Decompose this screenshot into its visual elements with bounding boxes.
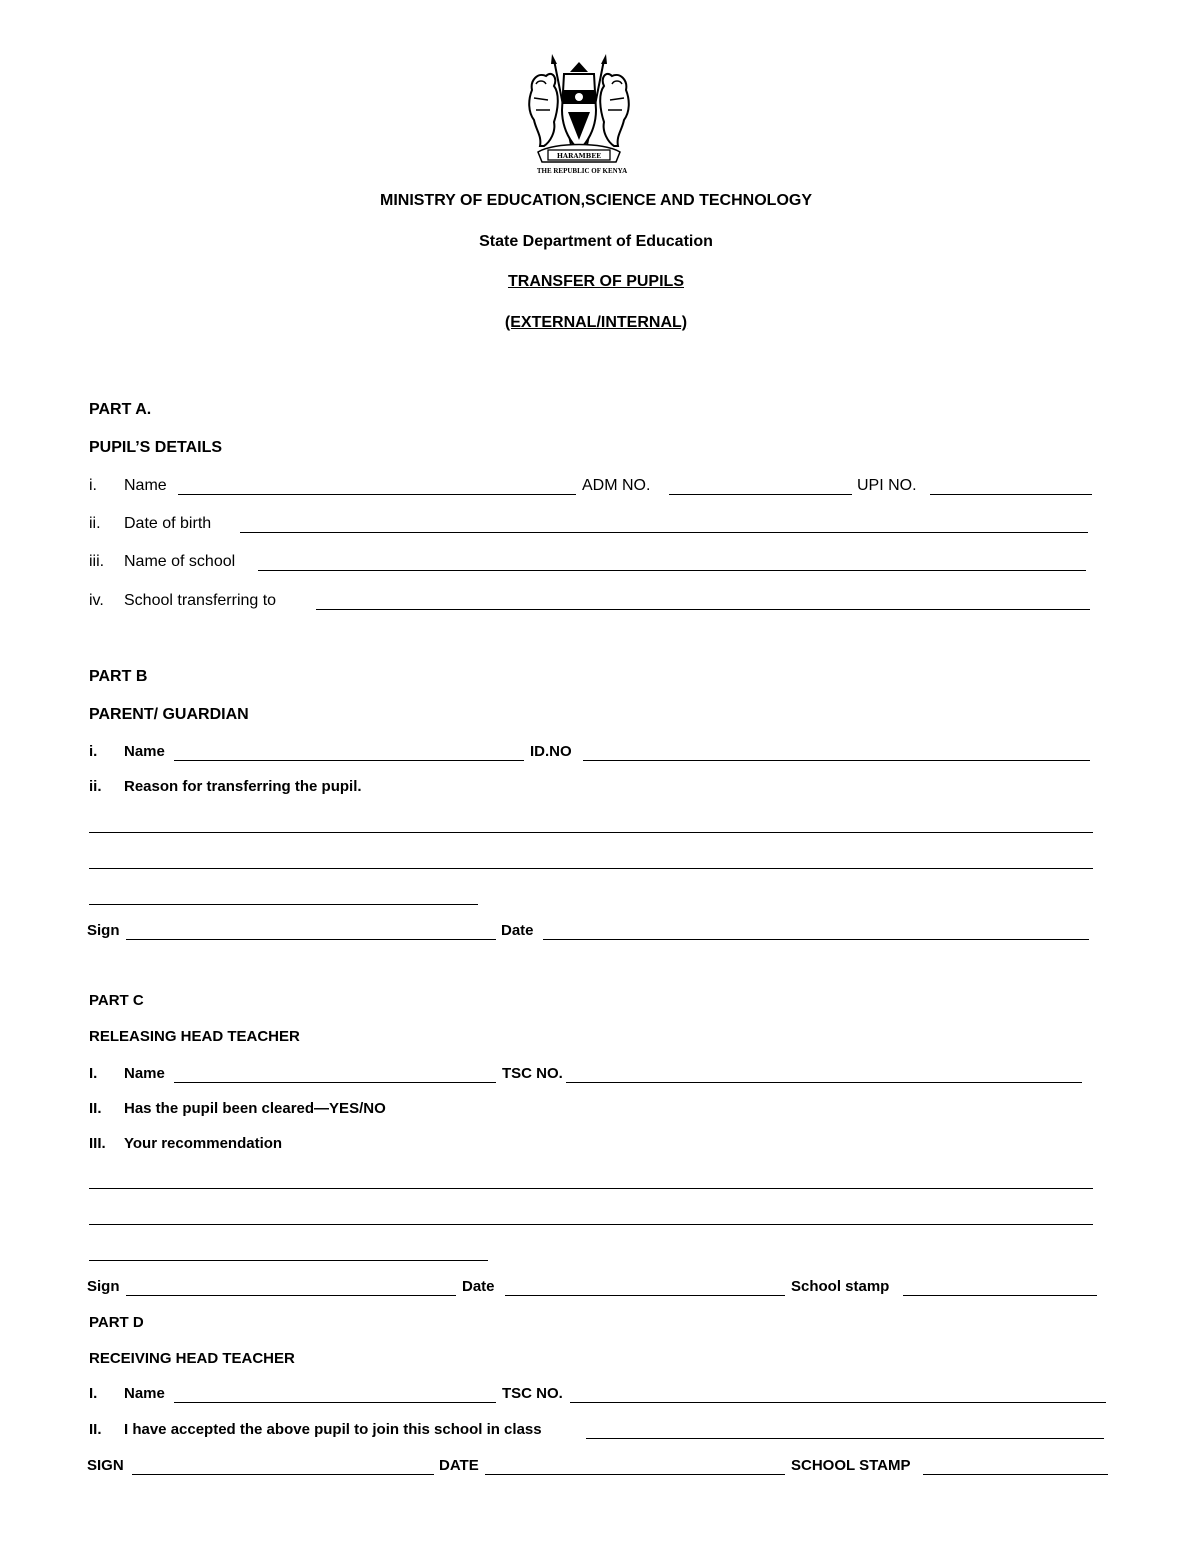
parent-name-label: Name xyxy=(124,743,165,760)
releasing-stamp-field[interactable] xyxy=(903,1295,1097,1296)
recommendation-field-line[interactable] xyxy=(89,1224,1093,1225)
item-number: ii. xyxy=(89,515,101,532)
school-name-field[interactable] xyxy=(258,570,1086,571)
adm-no-label: ADM NO. xyxy=(582,477,651,494)
releasing-date-label: Date xyxy=(462,1278,495,1295)
item-number: iii. xyxy=(89,553,105,570)
upi-no-field[interactable] xyxy=(930,494,1092,495)
item-number: iv. xyxy=(89,592,104,609)
receiving-stamp-label: SCHOOL STAMP xyxy=(791,1457,911,1474)
recommendation-field-line[interactable] xyxy=(89,1188,1093,1189)
parent-sign-field[interactable] xyxy=(126,939,496,940)
cleared-question: Has the pupil been cleared—YES/NO xyxy=(124,1100,386,1117)
parent-sign-label: Sign xyxy=(87,922,120,939)
receiving-tsc-no-label: TSC NO. xyxy=(502,1385,563,1402)
item-number: I. xyxy=(89,1065,98,1082)
seal-caption: THE REPUBLIC OF KENYA xyxy=(536,167,628,175)
form-subtitle: (EXTERNAL/INTERNAL) xyxy=(504,314,688,331)
receiving-name-field[interactable] xyxy=(174,1402,496,1403)
releasing-tsc-no-field[interactable] xyxy=(566,1082,1082,1083)
part-b-heading: PART B xyxy=(89,668,148,685)
accepted-class-field[interactable] xyxy=(586,1438,1104,1439)
item-number: II. xyxy=(89,1100,102,1117)
item-number: II. xyxy=(89,1421,102,1438)
releasing-date-field[interactable] xyxy=(505,1295,785,1296)
part-a-section-title: PUPIL’S DETAILS xyxy=(89,439,223,456)
part-a-heading: PART A. xyxy=(89,401,152,418)
receiving-date-field[interactable] xyxy=(485,1474,785,1475)
part-d-section-title: RECEIVING HEAD TEACHER xyxy=(89,1350,295,1367)
reason-field-line[interactable] xyxy=(89,832,1093,833)
part-c-section-title: RELEASING HEAD TEACHER xyxy=(89,1028,300,1045)
date-of-birth-label: Date of birth xyxy=(124,515,212,532)
ministry-heading: MINISTRY OF EDUCATION,SCIENCE AND TECHNOLOGY xyxy=(379,192,812,209)
releasing-tsc-no-label: TSC NO. xyxy=(502,1065,563,1082)
department-heading: State Department of Education xyxy=(479,233,713,250)
id-no-label: ID.NO xyxy=(530,743,572,760)
recommendation-field-line[interactable] xyxy=(89,1260,488,1261)
school-transferring-to-field[interactable] xyxy=(316,609,1090,610)
releasing-stamp-label: School stamp xyxy=(791,1278,890,1295)
form-title: TRANSFER OF PUPILS xyxy=(507,273,684,290)
receiving-tsc-no-field[interactable] xyxy=(570,1402,1106,1403)
part-c-heading: PART C xyxy=(89,992,144,1009)
receiving-name-label: Name xyxy=(124,1385,165,1402)
releasing-name-field[interactable] xyxy=(174,1082,496,1083)
upi-no-label: UPI NO. xyxy=(857,477,917,494)
part-b-section-title: PARENT/ GUARDIAN xyxy=(89,706,249,723)
parent-date-label: Date xyxy=(501,922,534,939)
id-no-field[interactable] xyxy=(583,760,1090,761)
parent-date-field[interactable] xyxy=(543,939,1089,940)
item-number: I. xyxy=(89,1385,98,1402)
receiving-stamp-field[interactable] xyxy=(923,1474,1108,1475)
releasing-sign-field[interactable] xyxy=(126,1295,456,1296)
item-number: III. xyxy=(89,1135,106,1152)
reason-label: Reason for transferring the pupil. xyxy=(124,778,362,795)
releasing-name-label: Name xyxy=(124,1065,165,1082)
item-number: ii. xyxy=(89,778,102,795)
recommendation-label: Your recommendation xyxy=(124,1135,283,1152)
parent-name-field[interactable] xyxy=(174,760,524,761)
item-number: i. xyxy=(89,477,97,494)
coat-of-arms-logo xyxy=(524,50,634,178)
school-name-label: Name of school xyxy=(124,553,236,570)
reason-field-line[interactable] xyxy=(89,904,478,905)
receiving-sign-field[interactable] xyxy=(132,1474,434,1475)
item-number: i. xyxy=(89,743,98,760)
svg-text:HARAMBEE: HARAMBEE xyxy=(556,152,602,160)
receiving-sign-label: SIGN xyxy=(87,1457,124,1474)
adm-no-field[interactable] xyxy=(669,494,852,495)
receiving-date-label: DATE xyxy=(439,1457,479,1474)
school-transferring-to-label: School transferring to xyxy=(124,592,277,609)
accepted-class-label: I have accepted the above pupil to join this school in class xyxy=(124,1421,542,1438)
reason-field-line[interactable] xyxy=(89,868,1093,869)
releasing-sign-label: Sign xyxy=(87,1278,120,1295)
date-of-birth-field[interactable] xyxy=(240,532,1088,533)
pupil-name-label: Name xyxy=(124,477,167,494)
pupil-name-field[interactable] xyxy=(178,494,576,495)
part-d-heading: PART D xyxy=(89,1314,144,1331)
